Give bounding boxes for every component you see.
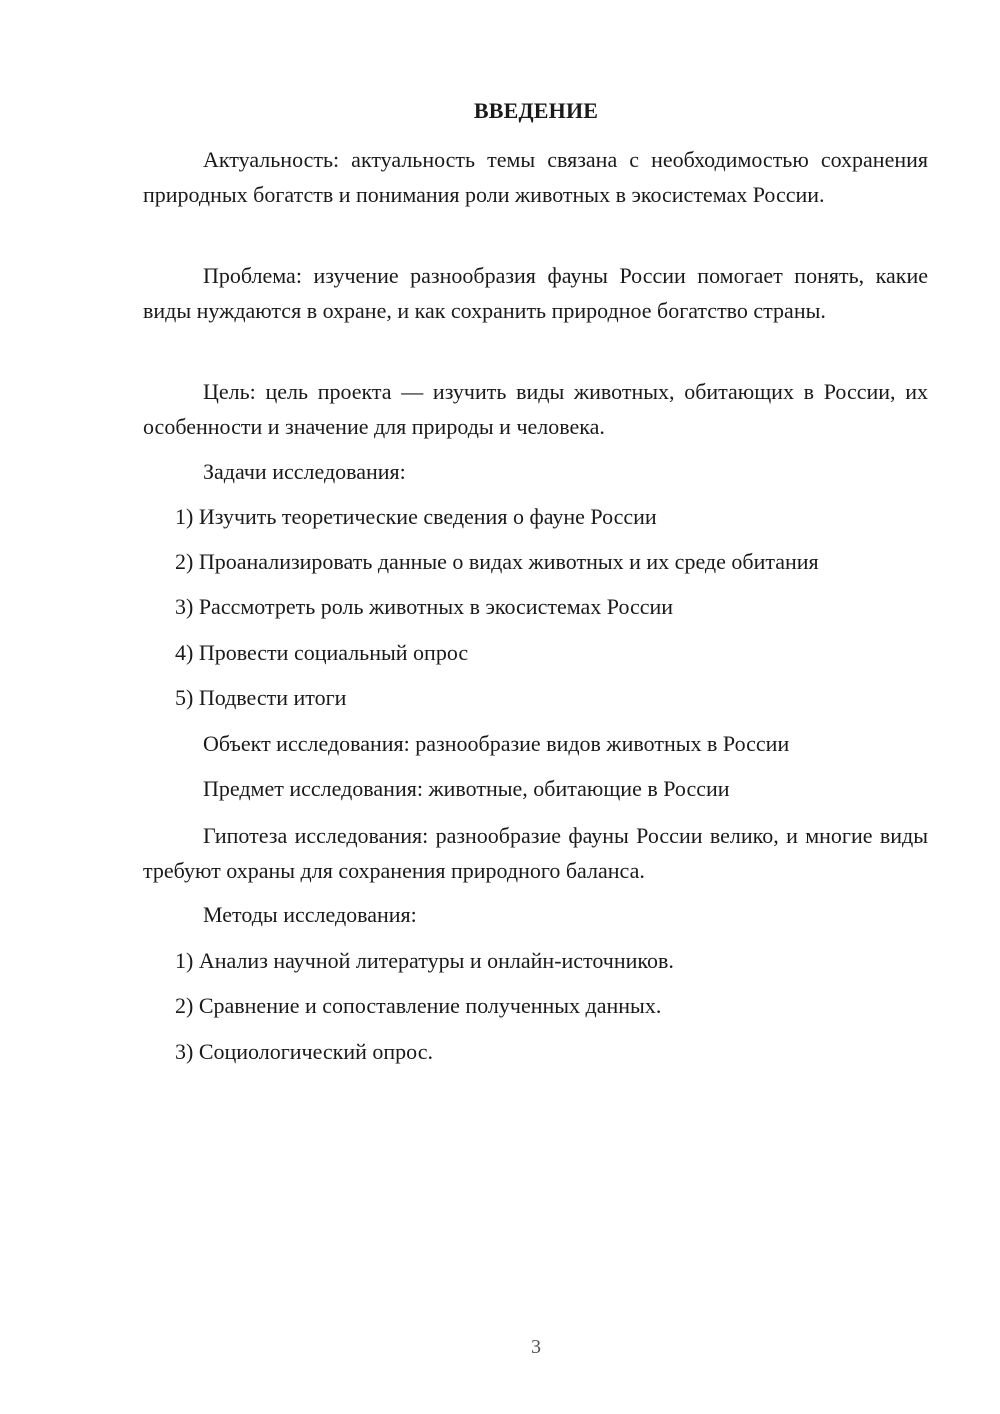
- method-item: 3) Социологический опрос.: [175, 1039, 433, 1064]
- goal-paragraph: Цель: цель проекта — изучить виды животных, обитающих в России, их особенности и значение для природы и человека.: [143, 379, 928, 439]
- methods-heading: Методы исследования:: [203, 902, 417, 927]
- method-item: 1) Анализ научной литературы и онлайн-источников.: [175, 948, 674, 973]
- page-number: 3: [531, 1336, 541, 1358]
- relevance-paragraph: Актуальность: актуальность темы связана с необходимостью сохранения природных богатств и понимания роли животных в экосистемах России.: [143, 147, 928, 207]
- task-item: 4) Провести социальный опрос: [175, 640, 469, 665]
- tasks-heading: Задачи исследования:: [203, 459, 406, 484]
- object-line: Объект исследования: разнообразие видов животных в России: [203, 731, 790, 756]
- task-item: 2) Проанализировать данные о видах животных и их среде обитания: [175, 549, 819, 574]
- method-item: 2) Сравнение и сопоставление полученных данных.: [175, 993, 662, 1018]
- task-item: 5) Подвести итоги: [175, 685, 347, 710]
- task-item: 1) Изучить теоретические сведения о фауне России: [175, 504, 657, 529]
- task-item: 3) Рассмотреть роль животных в экосистемах России: [175, 594, 674, 619]
- page-title: ВВЕДЕНИЕ: [473, 98, 599, 123]
- problem-paragraph: Проблема: изучение разнообразия фауны России помогает понять, какие виды нуждаются в охране, и как сохранить природное богатство страны.: [143, 263, 928, 323]
- hypothesis-paragraph: Гипотеза исследования: разнообразие фауны России велико, и многие виды требуют охраны для сохранения природного баланса.: [143, 823, 928, 883]
- subject-line: Предмет исследования: животные, обитающие в России: [203, 776, 730, 801]
